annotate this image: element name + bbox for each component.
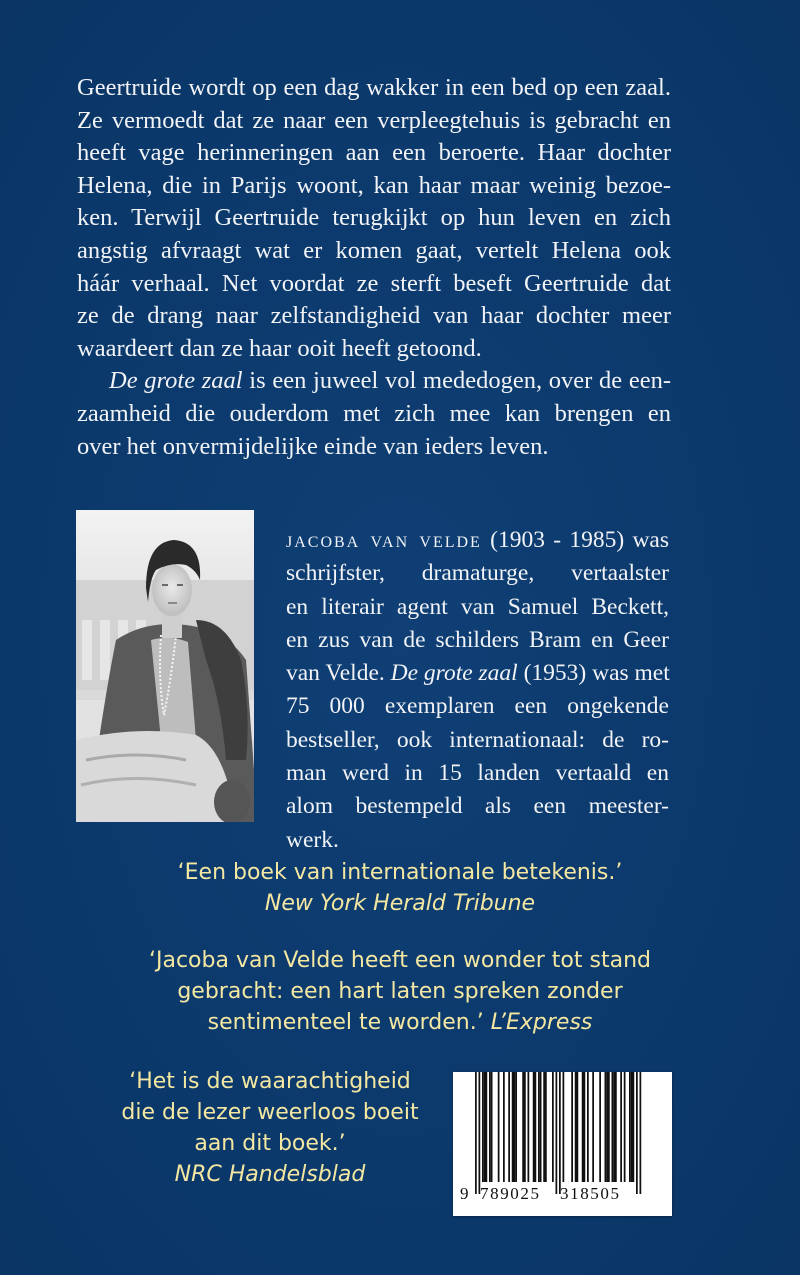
quote-text: sentimenteel te worden.’ L’Express	[207, 1010, 593, 1035]
quote-source: NRC Handelsblad	[174, 1162, 366, 1187]
bio-line: 75 000 exemplaren een ongekende	[286, 693, 669, 720]
review-quote	[100, 857, 700, 919]
bio-line: alom bestempeld als een meester-	[286, 793, 669, 820]
quote-text: aan dit boek.’	[194, 1131, 346, 1156]
bio-line: en zus van de schilders Bram en Geer	[286, 626, 669, 653]
bio-line: bestseller, ook internationaal: de ro-	[286, 726, 669, 753]
blurb-line: ken. Terwijl Geertruide terugkijkt op hun leven en zich	[77, 204, 671, 232]
bio-line: schrijfster, dramaturge, vertaalster	[286, 560, 669, 587]
book-title-italic: De grote zaal	[109, 367, 243, 395]
bio-line: en literair agent van Samuel Beckett,	[286, 593, 669, 620]
blurb-line: angstig afvraagt wat er komen gaat, vertelt Helena ook	[77, 236, 671, 264]
bio-line: man werd in 15 landen vertaald en	[286, 760, 669, 787]
author-photo	[76, 510, 254, 822]
blurb-line: waardeert dan ze haar ooit heeft getoond.	[77, 334, 482, 362]
book-blurb	[77, 72, 671, 463]
bio-line: werk.	[286, 826, 339, 853]
quote-source: New York Herald Tribune	[264, 891, 536, 916]
author-bio	[286, 524, 669, 857]
blurb-line: ze de drang naar zelfstandigheid van haar dochter meer	[77, 302, 671, 330]
blurb-line: háár verhaal. Net voordat ze sterft beseft Geertruide dat	[77, 269, 671, 297]
quote-source: L’Express	[490, 1010, 593, 1035]
bio-line: van Velde. De grote zaal (1953) was met	[286, 660, 670, 687]
book-title-italic: De grote zaal	[390, 660, 518, 687]
review-quote	[100, 1066, 440, 1190]
blurb-line: zaamheid die ouderdom met zich mee kan brengen en	[77, 399, 671, 427]
author-name: jacoba van velde	[286, 527, 482, 553]
quote-text: ‘Jacoba van Velde heeft een wonder tot stand	[149, 948, 651, 973]
isbn-barcode: 9 789025 318505	[453, 1072, 672, 1216]
quote-text: ‘Het is de waarachtigheid	[129, 1069, 411, 1094]
bio-line: jacoba van velde (1903 - 1985) was	[286, 527, 670, 553]
blurb-line: De grote zaal is een juweel vol mededogen, over de een-	[109, 367, 671, 395]
blurb-line: Ze vermoedt dat ze naar een verpleegtehuis is gebracht en	[77, 106, 671, 134]
quote-text: die de lezer weerloos boeit	[121, 1100, 419, 1125]
quote-text: ‘Een boek van internationale betekenis.’	[177, 860, 623, 885]
blurb-line: over het onvermijdelijke einde van ieders leven.	[77, 432, 549, 460]
quote-text: gebracht: een hart laten spreken zonder	[177, 979, 623, 1004]
blurb-line: heeft vage herinneringen aan een beroerte. Haar dochter	[77, 139, 671, 167]
review-quote	[100, 945, 700, 1038]
blurb-line: Geertruide wordt op een dag wakker in een bed op een zaal.	[77, 74, 671, 101]
blurb-line: Helena, die in Parijs woont, kan haar maar weinig bezoe-	[77, 171, 671, 199]
portrait-image	[76, 510, 254, 822]
